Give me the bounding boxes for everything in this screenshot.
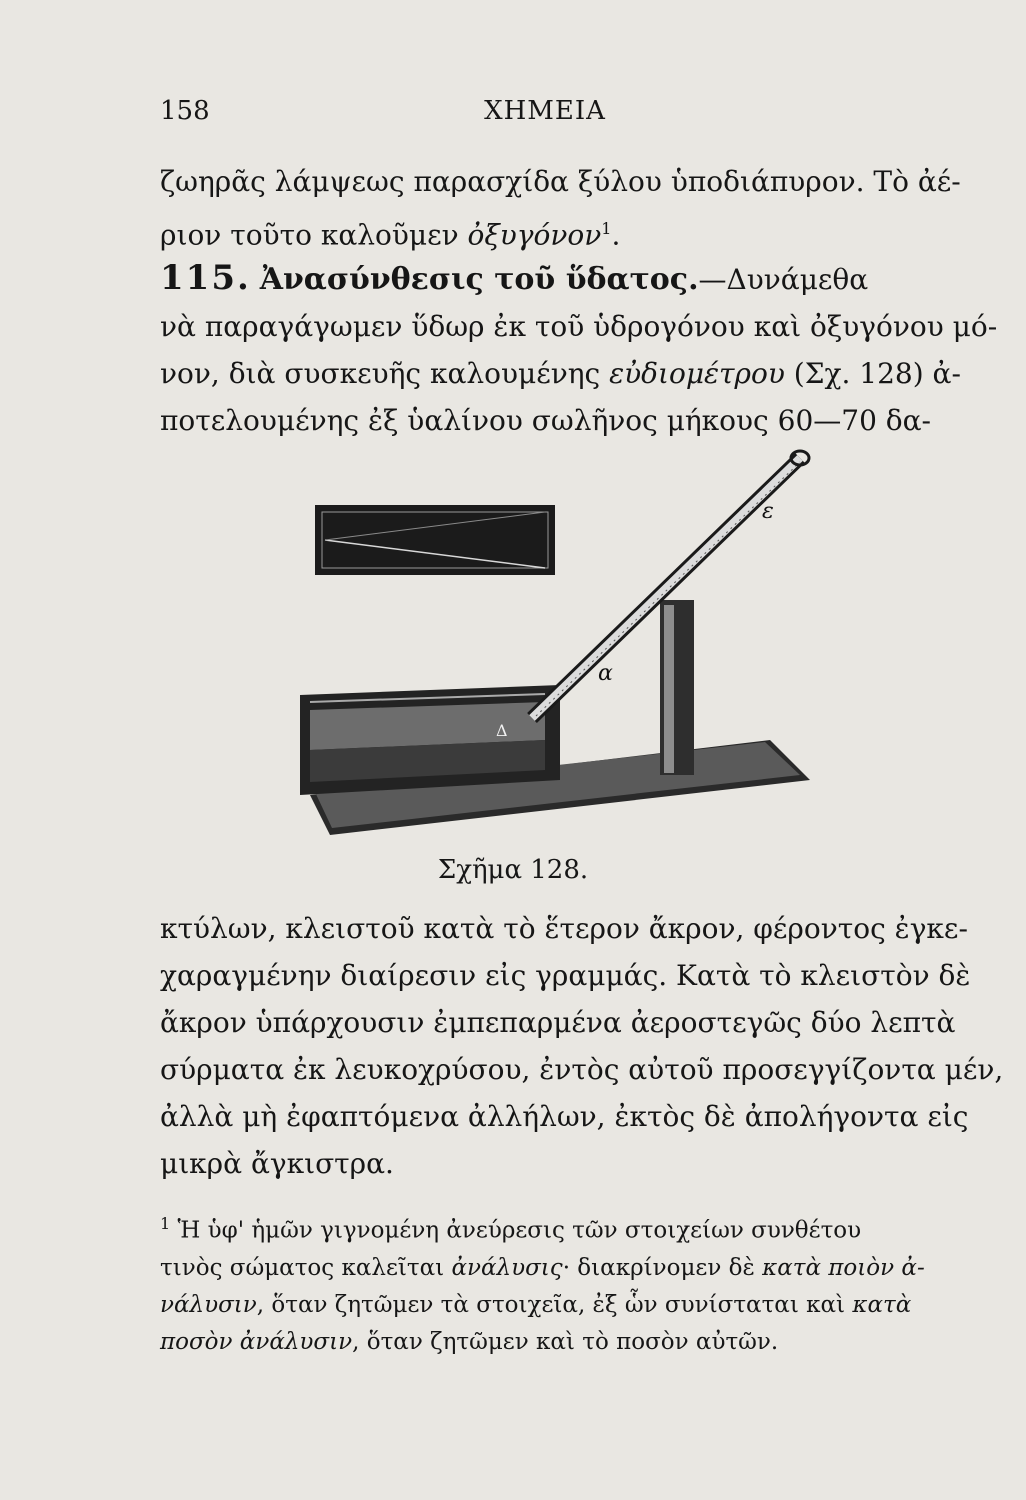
eudiometer-figure (270, 440, 820, 840)
footnote-line: ποσὸν ἀνάλυσιν, ὅταν ζητῶμεν καὶ τὸ ποσὸν αὐτῶν. (160, 1328, 779, 1355)
footnote-marker: 1 (160, 1214, 171, 1233)
section-number: 115. (160, 258, 251, 298)
term-oxygen: ὀξυγόνον (467, 218, 602, 252)
term-eudiometer: εὐδιομέτρου (609, 357, 785, 390)
text-line: ριον τοῦτο καλοῦμεν ὀξυγόνον$^1$. (160, 218, 621, 252)
text-line: μικρὰ ἄγκιστρα. (160, 1147, 394, 1180)
section-heading-line: 115. Ἀνασύνθεσις τοῦ ὕδατος.—Δυνάμεθα (160, 258, 869, 298)
text-line: νον, διὰ συσκευῆς καλουμένης εὐδιομέτρου (Σχ. 128) ἀ- (160, 357, 961, 390)
section-title: Ἀνασύνθεσις τοῦ ὕδατος. (259, 262, 699, 297)
text-line: ποτελουμένης ἐξ ὑαλίνου σωλῆνος μήκους 60—70 δα- (160, 404, 932, 437)
label-alpha: α (598, 661, 613, 686)
label-epsilon: ε (762, 499, 774, 524)
text-line: χαραγμένην διαίρεσιν εἰς γραμμάς. Κατὰ τὸ κλειστὸν δὲ (160, 959, 971, 992)
figure-caption: Σχῆμα 128. (437, 855, 589, 885)
text-line: σύρματα ἐκ λευκοχρύσου, ἐντὸς αὐτοῦ προσεγγίζοντα μέν, (160, 1053, 1004, 1086)
section-115 (160, 255, 998, 444)
label-delta: Δ (496, 721, 508, 740)
text-line: ζωηρᾶς λάμψεως παρασχίδα ξύλου ὑποδιάπυρον. Τὸ ἀέ- (160, 165, 961, 198)
page-number: 158 (160, 96, 210, 126)
text-line: νὰ παραγάγωμεν ὕδωρ ἐκ τοῦ ὑδρογόνου καὶ ὀξυγόνου μό- (160, 310, 998, 343)
page-header (160, 96, 930, 136)
footnote (160, 1205, 930, 1361)
footnote-line: $^1$ Ἡ ὑφ' ἡμῶν γιγνομένη ἀνεύρεσις τῶν στοιχείων συνθέτου (160, 1214, 862, 1244)
footnote-line: νάλυσιν, ὅταν ζητῶμεν τὰ στοιχεῖα, ἐξ ὧν συνίσταται καὶ κατὰ (160, 1291, 912, 1318)
intro-paragraph (160, 158, 961, 258)
measuring-scale-illustration (315, 505, 555, 575)
text-line: ἀλλὰ μὴ ἐφαπτόμενα ἀλλήλων, ἐκτὸς δὲ ἀπολήγοντα εἰς (160, 1100, 969, 1133)
text-line: ἄκρον ὑπάρχουσιν ἐμπεπαρμένα ἀεροστεγῶς δύο λεπτὰ (160, 1006, 956, 1039)
upright-post (660, 600, 694, 775)
footnote-line: τινὸς σώματος καλεῖται ἀνάλυσις· διακρίνομεν δὲ κατὰ ποιὸν ἀ- (160, 1254, 925, 1281)
running-title: ΧΗΜΕΙΑ (484, 96, 606, 126)
water-trough (300, 685, 560, 795)
description-paragraph (160, 905, 1004, 1187)
footnote-ref: 1 (601, 219, 612, 238)
text-line: κτύλων, κλειστοῦ κατὰ τὸ ἕτερον ἄκρον, φέροντος ἐγκε- (160, 912, 968, 945)
